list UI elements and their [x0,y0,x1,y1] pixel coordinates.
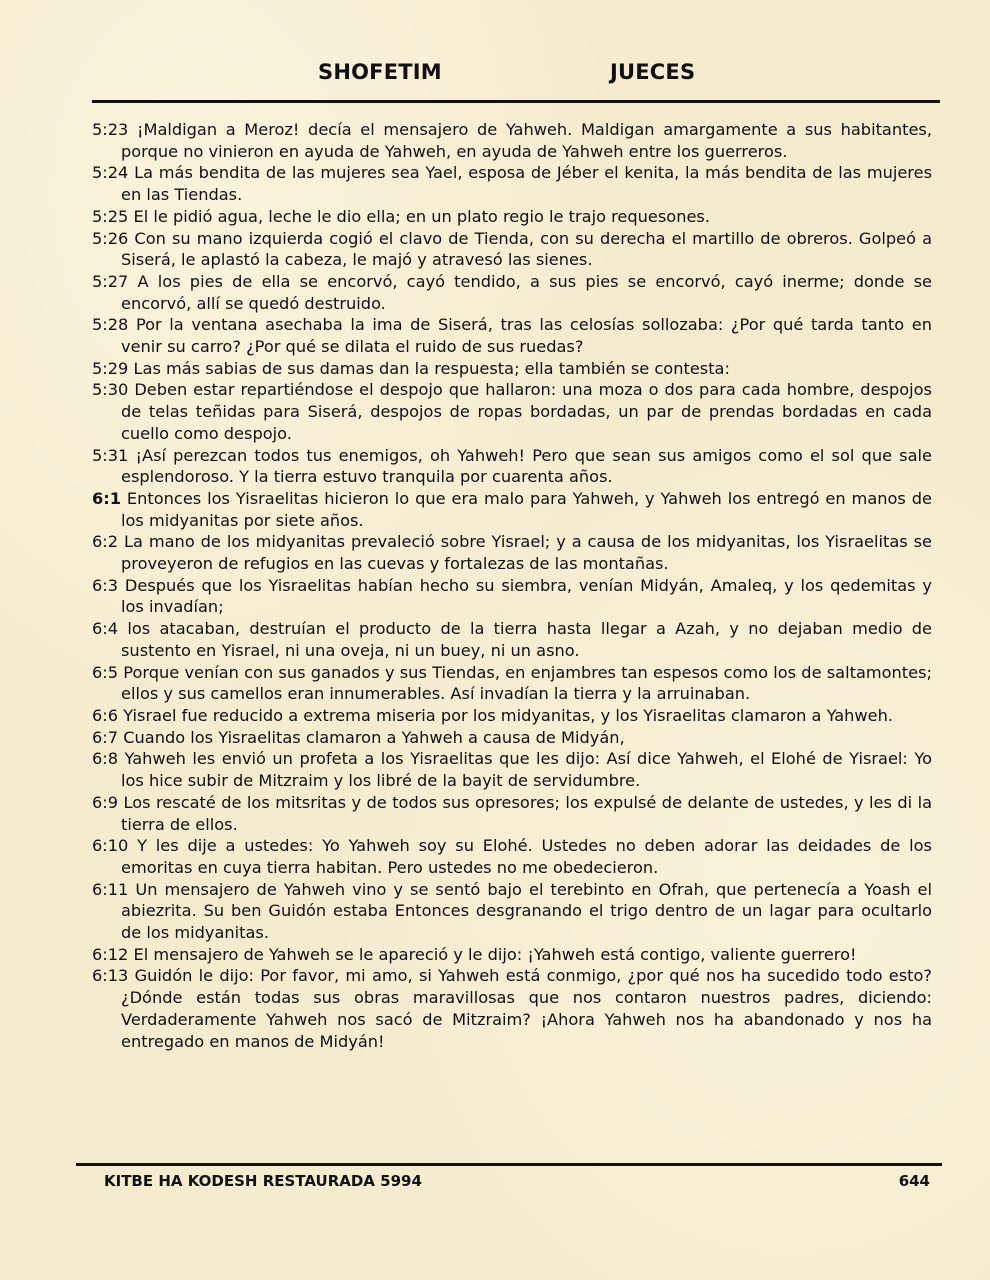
verse-reference: 6:12 [92,944,129,964]
verse-text: Después que los Yisraelitas habían hecho su siembra, venían Midyán, Amaleq, y los qedemitas y los invadían; [118,575,932,617]
verse-paragraph [92,228,932,271]
verse-text: ¡Maldigan a Meroz! decía el mensajero de Yahweh. Maldigan amargamente a sus habitantes, porque no vinieron en ayuda de Yahweh, en ayuda de Yahweh entre los guerreros. [121,120,932,161]
verse-reference: 6:10 [92,836,129,856]
verse-text: Con su mano izquierda cogió el clavo de Tienda, con su derecha el martillo de obreros. Golpeó a Siserá, le aplastó la cabeza, le majó y atravesó las sienes. [121,228,932,270]
verse-paragraph [92,618,932,661]
verse-text: Por la ventana asechaba la ima de Siserá, tras las celosías sollozaba: ¿Por qué tarda tanto en venir su carro? ¿Por qué se dilata el ruido de sus ruedas? [121,315,932,357]
verse-paragraph [92,206,932,228]
verse-text: El le pidió agua, leche le dio ella; en un plato regio le trajo requesones. [128,206,711,226]
verse-reference: 5:28 [92,315,129,335]
verse-text: Cuando los Yisraelitas clamaron a Yahweh a causa de Midyán, [118,727,625,747]
verse-paragraph [92,965,932,1052]
verse-text: Yahweh les envió un profeta a los Yisraelitas que les dijo: Así dice Yahweh, el Elohé de Yisrael: Yo los hice subir de Mitzraim y los libré de la bayit de servidumbre. [118,749,932,791]
verse-text: Yisrael fue reducido a extrema miseria por los midyanitas, y los Yisraelitas clamaron a Yahweh. [118,705,894,725]
verse-text: Porque venían con sus ganados y sus Tiendas, en enjambres tan espesos como los de saltamontes; ellos y sus camellos eran innumerables. Así invadían la tierra y la arruinaban. [118,662,932,704]
verse-paragraph [92,271,932,314]
verse-list [92,119,932,1052]
verse-reference: 6:4 [92,619,119,639]
verse-text: Deben estar repartiéndose el despojo que hallaron: una moza o dos para cada hombre, despojos de telas teñidas para Siserá, despojos de ropas bordadas, un par de prendas bordadas en cada cuello como despojo. [121,380,932,443]
verse-paragraph [92,119,932,162]
footer-book-title: KITBE HA KODESH RESTAURADA 5994 [104,1172,422,1190]
verse-text: Las más sabias de sus damas dan la respuesta; ella también se contesta: [128,358,730,378]
verse-paragraph [92,379,932,444]
footer-divider [76,1163,942,1166]
verse-reference: 6:7 [92,727,119,747]
verse-paragraph [92,879,932,944]
verse-reference: 6:9 [92,792,119,812]
verse-paragraph [92,358,932,380]
verse-reference: 5:31 [92,445,129,465]
verse-paragraph [92,314,932,357]
verse-text: La más bendita de las mujeres sea Yael, esposa de Jéber el kenita, la más bendita de las mujeres en las Tiendas. [121,163,932,205]
verse-text: Un mensajero de Yahweh vino y se sentó bajo el terebinto en Ofrah, que pertenecía a Yoash el abiezrita. Su ben Guidón estaba Entonces desgranando el trigo dentro de un lagar para ocultarlo de los midyanitas. [121,879,932,943]
verse-paragraph [92,162,932,205]
verse-paragraph [92,445,932,488]
verse-reference: 6:8 [92,749,119,769]
verse-text: La mano de los midyanitas prevaleció sobre Yisrael; y a causa de los midyanitas, los Yisraelitas se proveyeron de refugios en las cuevas y fortalezas de las montañas. [118,532,932,574]
verse-text: Y les dije a ustedes: Yo Yahweh soy su Elohé. Ustedes no deben adorar las deidades de los emoritas en cuya tierra habitan. Pero ustedes no me obedecieron. [121,836,932,877]
verse-paragraph [92,705,932,727]
verse-reference: 5:25 [92,206,129,226]
verse-reference: 5:23 [92,120,129,139]
verse-reference: 5:30 [92,380,129,400]
verse-reference: 6:2 [92,532,119,552]
page-footer [0,1172,990,1194]
verse-paragraph [92,835,932,878]
verse-text: A los pies de ella se encorvó, cayó tendido, a sus pies se encorvó, cayó inerme; donde se encorvó, allí se quedó destruido. [121,271,932,313]
verse-reference: 6:6 [92,705,119,725]
verse-paragraph [92,575,932,618]
verse-reference: 5:27 [92,271,129,291]
verse-paragraph [92,792,932,835]
verse-reference: 6:13 [92,966,129,986]
verse-reference: 5:24 [92,163,129,183]
verse-reference: 6:3 [92,575,119,595]
verse-reference: 6:11 [92,879,129,899]
verse-text: ¡Así perezcan todos tus enemigos, oh Yahweh! Pero que sean sus amigos como el sol que sale esplendoroso. Y la tierra estuvo tranquila por cuarenta años. [121,445,932,487]
header-title-hebrew: SHOFETIM [318,60,442,84]
verse-reference: 6:5 [92,662,119,682]
verse-paragraph [92,748,932,791]
verse-paragraph [92,944,932,966]
verse-reference: 5:26 [92,228,129,248]
verse-text: Los rescaté de los mitsritas y de todos sus opresores; los expulsé de delante de ustedes, y les di la tierra de ellos. [118,792,932,834]
verse-paragraph [92,662,932,705]
verse-paragraph [92,727,932,749]
verse-paragraph [92,488,932,531]
verse-text: Entonces los Yisraelitas hicieron lo que era malo para Yahweh, y Yahweh los entregó en manos de los midyanitas por siete años. [121,488,932,530]
verse-text: Guidón le dijo: Por favor, mi amo, si Yahweh está conmigo, ¿por qué nos ha sucedido todo esto? ¿Dónde están todas sus obras maravillosas que nos contaron nuestros padres, diciendo: Verdaderamente Yahweh nos sacó de Mitzraim? ¡Ahora Yahweh nos ha abandonado y nos ha entregado en manos de Midyán! [121,966,932,1051]
page-header [0,60,990,90]
header-divider [92,100,940,103]
verse-paragraph [92,531,932,574]
verse-reference: 6:1 [92,488,121,508]
page-number: 644 [898,1172,930,1190]
verse-text: El mensajero de Yahweh se le apareció y le dijo: ¡Yahweh está contigo, valiente guerrero! [128,944,857,964]
verse-text: los atacaban, destruían el producto de la tierra hasta llegar a Azah, y no dejaban medio de sustento en Yisrael, ni una oveja, ni un buey, ni un asno. [118,619,932,660]
header-title-spanish: JUECES [610,60,696,84]
verse-reference: 5:29 [92,358,129,378]
